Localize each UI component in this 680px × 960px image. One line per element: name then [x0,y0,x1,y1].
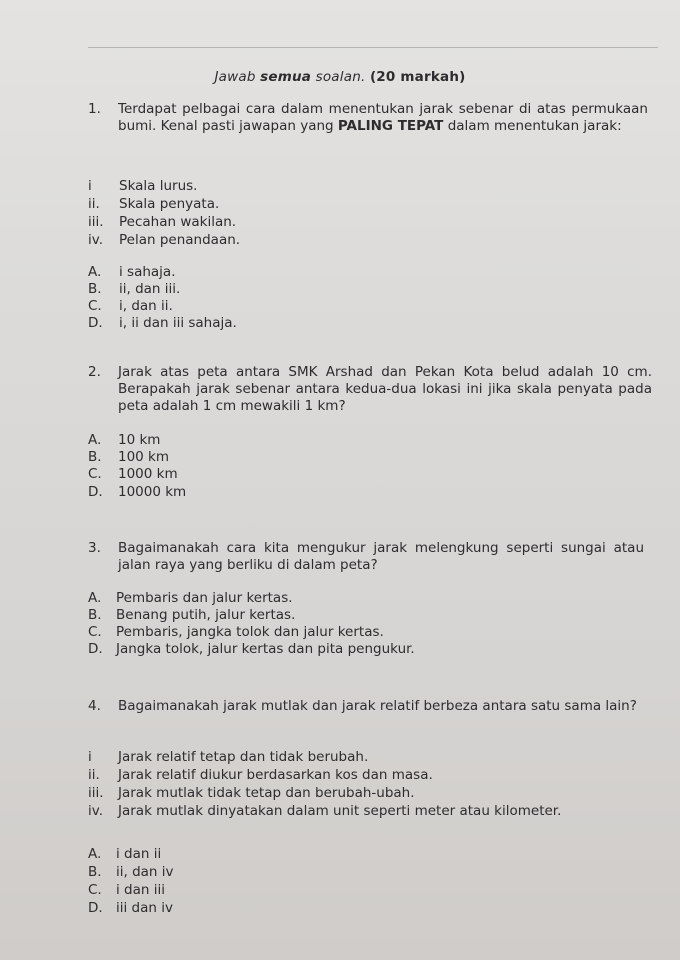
option-text: 1000 km [118,466,178,482]
question-text: Bagaimanakah cara kita mengukur jarak melengkung seperti sungai atau jalan raya yang berliku di dalam peta? [118,540,644,573]
option-key: A. [88,590,102,606]
statement-key: iii. [88,214,104,230]
statement-key: i [88,178,92,194]
option-text: Pembaris dan jalur kertas. [116,590,293,606]
option-text: 10000 km [118,484,187,500]
option-text: 100 km [118,449,170,465]
option-key: D. [88,484,103,500]
instruction-line [0,69,680,85]
statement-text: Pelan penandaan. [119,232,241,248]
statement-key: ii. [88,196,100,212]
question-number: 3. [88,540,101,556]
question-number: 1. [88,101,101,117]
option-key: A. [88,846,102,862]
statement-text: Jarak relatif diukur berdasarkan kos dan masa. [118,767,433,783]
option-text: Jangka tolok, jalur kertas dan pita pengukur. [116,641,415,657]
option-text: ii, dan iii. [119,281,181,297]
option-text: i dan ii [116,846,162,862]
statement-text: Jarak relatif tetap dan tidak berubah. [118,749,369,765]
statement-key: iii. [88,785,104,801]
option-key: C. [88,466,102,482]
question-2 [88,364,652,418]
option-text: iii dan iv [116,900,173,916]
instruction-part1: Jawab [214,69,261,85]
instruction-emphasis: semua [260,69,312,85]
option-key: A. [88,432,102,448]
statement-key: iv. [88,803,103,819]
option-text: Benang putih, jalur kertas. [116,607,296,623]
question-text: Jarak atas peta antara SMK Arshad dan Pekan Kota belud adalah 10 cm. Berapakah jarak sebenar antara kedua-dua lokasi ini jika skala penyata pada peta adalah 1 cm mewakili 1 km? [118,364,652,414]
statement-key: ii. [88,767,100,783]
statement-key: i [88,749,92,765]
instruction-marks: (20 markah) [369,69,466,85]
option-text: i dan iii [116,882,165,898]
option-key: B. [88,607,102,623]
statement-text: Jarak mutlak tidak tetap dan berubah-ubah. [118,785,415,801]
top-rule [88,47,658,48]
option-key: D. [88,900,103,916]
statement-key: iv. [88,232,103,248]
question-3 [88,540,648,576]
option-key: C. [88,882,102,898]
statement-text: Skala penyata. [119,196,220,212]
option-text: i, ii dan iii sahaja. [119,315,237,331]
question-4 [88,698,648,734]
option-text: i, dan ii. [119,298,173,314]
option-key: A. [88,264,102,280]
option-key: D. [88,641,103,657]
question-number: 4. [88,698,101,714]
option-text: i sahaja. [119,264,176,280]
question-text [118,101,648,135]
option-text: Pembaris, jangka tolok dan jalur kertas. [116,624,384,640]
question-number: 2. [88,364,101,380]
option-text: 10 km [118,432,161,448]
question-text-bold: PALING TEPAT [337,118,444,134]
option-key: B. [88,449,102,465]
instruction-part2: soalan. [311,69,370,85]
option-key: B. [88,281,102,297]
option-key: C. [88,624,102,640]
question-text: Bagaimanakah jarak mutlak dan jarak relatif berbeza antara satu sama lain? [118,698,637,714]
option-key: C. [88,298,102,314]
question-text-part: dalam menentukan jarak: [443,118,622,134]
option-text: ii, dan iv [116,864,174,880]
statement-text: Skala lurus. [119,178,198,194]
statement-text: Jarak mutlak dinyatakan dalam unit seperti meter atau kilometer. [118,803,562,819]
option-key: D. [88,315,103,331]
statement-text: Pecahan wakilan. [119,214,237,230]
question-text-part: Terdapat pelbagai cara dalam menentukan jarak sebenar di atas permukaan bumi. Kenal pasti jawapan yang [118,101,648,134]
option-key: B. [88,864,102,880]
question-1 [88,101,648,155]
